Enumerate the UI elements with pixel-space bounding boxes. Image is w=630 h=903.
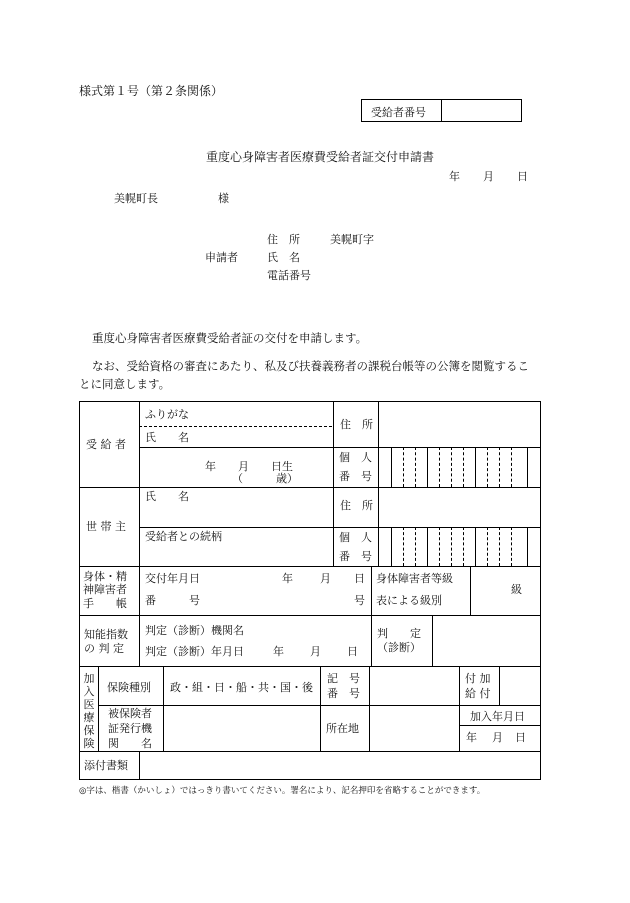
age-label: （ 歳） bbox=[232, 472, 298, 485]
furigana-label: ふりがな bbox=[145, 408, 189, 421]
bango-label: 番 号 bbox=[339, 470, 372, 483]
kofu-month: 月 bbox=[320, 572, 331, 585]
date-day: 日 bbox=[517, 170, 528, 183]
hantei-kikan-label: 判定（診断）機関名 bbox=[145, 624, 244, 637]
recipient-number-label: 受給者番号 bbox=[371, 106, 426, 119]
setainushi-kojin-label: 個 人 bbox=[339, 531, 372, 544]
jukyusha-address-label: 住 所 bbox=[340, 418, 373, 431]
body-text-1: 重度心身障害者医療費受給者証の交付を申請します。 bbox=[92, 331, 368, 345]
form-number: 様式第１号（第２条関係） bbox=[79, 84, 224, 98]
hihokensha-label-3: 関 名 bbox=[108, 737, 152, 750]
hoken-shubetsu-label: 保険種別 bbox=[107, 681, 151, 694]
hantei-year: 年 bbox=[273, 645, 284, 658]
hihokensha-label-1: 被保険者 bbox=[108, 707, 152, 720]
setainushi-bango-label: 番 号 bbox=[339, 550, 372, 563]
kyu-label: 級 bbox=[511, 583, 522, 596]
birth-date-label: 年 月 日生 bbox=[205, 460, 293, 473]
sama-label: 様 bbox=[218, 192, 229, 205]
fuka-label-2: 給 付 bbox=[465, 687, 491, 700]
go-label: 号 bbox=[354, 594, 365, 607]
kofu-year: 年 bbox=[282, 572, 293, 585]
chino-label-1: 知能指数 bbox=[84, 628, 128, 641]
body-text-2a: なお、受給資格の審査にあたり、私及び扶養義務者の課税台帳等の公簿を閲覧するこ bbox=[92, 359, 529, 373]
jukyusha-label: 受 給 者 bbox=[86, 438, 126, 451]
page-title: 重度心身障害者医療費受給者証交付申請書 bbox=[206, 150, 435, 164]
chino-label-2: の 判 定 bbox=[84, 642, 124, 655]
body-text-2b: とに同意します。 bbox=[79, 377, 171, 391]
footnote: ◎字は、楷書（かいしょ）ではっきり書いてください。署名により、記名押印を省略することができます。 bbox=[79, 786, 486, 796]
fuka-label-1: 付 加 bbox=[465, 672, 491, 685]
kojin-label: 個 人 bbox=[339, 451, 372, 464]
zokugara-label: 受給者との続柄 bbox=[145, 530, 222, 543]
shozaichi-label: 所在地 bbox=[326, 722, 359, 735]
applicant-phone-label: 電話番号 bbox=[267, 269, 311, 282]
kigo-label: 記 号 bbox=[327, 672, 360, 685]
kanyu-date-label: 加入年月日 bbox=[470, 710, 525, 723]
kanyu-day: 日 bbox=[515, 731, 526, 744]
date-month: 月 bbox=[483, 170, 494, 183]
hantei-date-label: 判定（診断）年月日 bbox=[145, 645, 244, 658]
date-year: 年 bbox=[449, 170, 460, 183]
techo-label-1: 身体・精 bbox=[83, 570, 127, 583]
applicant-address-label: 住 所 bbox=[267, 233, 300, 246]
applicant-address-value[interactable]: 美幌町字 bbox=[330, 233, 374, 246]
techo-label-3: 手 帳 bbox=[83, 597, 127, 610]
hantei-label-1: 判 定 bbox=[377, 627, 421, 640]
recipient-number-input[interactable] bbox=[444, 100, 520, 120]
kofu-day: 日 bbox=[354, 572, 365, 585]
setainushi-label: 世 帯 主 bbox=[86, 520, 126, 533]
applicant-label: 申請者 bbox=[205, 251, 238, 264]
hihokensha-label-2: 証発行機 bbox=[108, 722, 152, 735]
tokyu-label-1: 身体障害者等級 bbox=[376, 572, 453, 585]
applicant-name-label: 氏 名 bbox=[267, 251, 300, 264]
mayor-label: 美幌町長 bbox=[114, 192, 158, 205]
kanyu-iryo-hoken-label: 加 入 医 療 保 険 bbox=[83, 672, 95, 750]
jukyusha-name-label: 氏 名 bbox=[145, 431, 189, 444]
hantei-day: 日 bbox=[347, 645, 358, 658]
setainushi-name-label: 氏 名 bbox=[145, 490, 189, 503]
tenpu-label: 添付書類 bbox=[84, 759, 128, 772]
setainushi-address-label: 住 所 bbox=[340, 499, 373, 512]
techo-label-2: 神障害者 bbox=[83, 583, 127, 596]
kanyu-month: 月 bbox=[492, 731, 503, 744]
tokyu-label-2: 表による級別 bbox=[376, 594, 442, 607]
kigo-bango-label: 番 号 bbox=[327, 687, 360, 700]
kanyu-year: 年 bbox=[466, 731, 477, 744]
hantei-month: 月 bbox=[310, 645, 321, 658]
hantei-label-2: （診断） bbox=[377, 641, 421, 654]
techo-number-label: 番 号 bbox=[145, 594, 200, 607]
kofu-label: 交付年月日 bbox=[145, 572, 200, 585]
hoken-options[interactable]: 政・組・日・船・共・国・後 bbox=[170, 681, 313, 694]
